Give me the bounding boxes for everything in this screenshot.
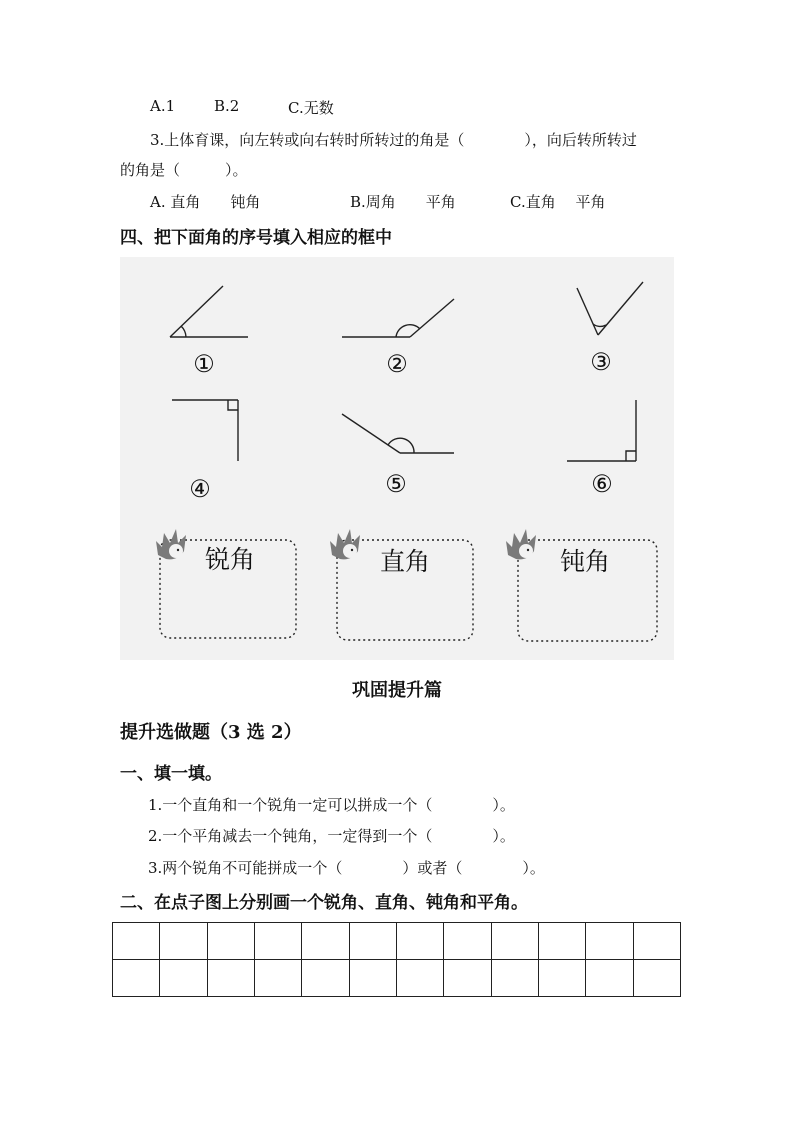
grid-cell xyxy=(586,960,633,997)
grid-cell xyxy=(586,923,633,960)
box-label-acute: 锐角 xyxy=(204,545,256,574)
part-title: 巩固提升篇 xyxy=(352,680,442,701)
angle-4-shape xyxy=(172,400,238,461)
fill-item-1: 1.一个直角和一个锐角一定可以拼成一个（ ）。 xyxy=(148,796,515,814)
grid-row xyxy=(113,960,681,997)
grid-cell xyxy=(160,960,207,997)
grid-cell xyxy=(444,923,491,960)
box-label-right: 直角 xyxy=(379,547,431,576)
q2-option-c: C.无数 xyxy=(288,99,334,117)
q3-option-a: A. 直角 钝角 xyxy=(150,193,261,211)
angle-1-shape xyxy=(170,286,248,337)
grid-cell xyxy=(254,960,301,997)
fill-item-3: 3.两个锐角不可能拼成一个（ ）或者（ ）。 xyxy=(148,859,545,877)
grid-cell xyxy=(302,923,349,960)
hedgehog-icon-1 xyxy=(156,529,186,559)
angle-number-2: ② xyxy=(386,350,408,378)
angle-5-shape xyxy=(342,414,454,453)
angle-number-5: ⑤ xyxy=(385,470,407,498)
angles-svg xyxy=(120,257,674,660)
q3-line2: 的角是（ ）。 xyxy=(120,161,248,179)
dot-grid xyxy=(112,922,681,997)
grid-cell xyxy=(491,923,538,960)
grid-cell xyxy=(538,960,585,997)
draw-title: 二、在点子图上分别画一个锐角、直角、钝角和平角。 xyxy=(120,893,528,913)
grid-cell xyxy=(160,923,207,960)
grid-cell xyxy=(349,960,396,997)
angles-figure xyxy=(120,257,674,660)
grid-cell xyxy=(349,923,396,960)
grid-cell xyxy=(491,960,538,997)
fill-title: 一、填一填。 xyxy=(120,764,222,784)
hedgehog-icon-2 xyxy=(330,529,360,559)
section4-title: 四、把下面角的序号填入相应的框中 xyxy=(120,228,392,248)
q3-option-c: C.直角 平角 xyxy=(510,193,606,211)
grid-cell xyxy=(302,960,349,997)
q3-line1: 3.上体育课，向左转或向右转时所转过的角是（ ），向后转所转过 xyxy=(150,131,637,149)
q2-option-b: B.2 xyxy=(214,97,240,115)
fill-item-2: 2.一个平角减去一个钝角，一定得到一个（ ）。 xyxy=(148,827,515,845)
angle-number-1: ① xyxy=(193,350,215,378)
angle-number-4: ④ xyxy=(189,475,211,503)
grid-cell xyxy=(207,960,254,997)
box-label-obtuse: 钝角 xyxy=(559,547,611,576)
grid-cell xyxy=(207,923,254,960)
angle-3-shape xyxy=(577,282,643,335)
grid-cell xyxy=(396,923,443,960)
grid-cell xyxy=(396,960,443,997)
angle-number-3: ③ xyxy=(590,348,612,376)
angle-6-shape xyxy=(567,400,636,461)
grid-cell xyxy=(633,960,680,997)
grid-row xyxy=(113,923,681,960)
subtitle: 提升选做题（3 选 2） xyxy=(120,722,302,743)
q3-option-b: B.周角 平角 xyxy=(350,193,456,211)
hedgehog-icon-3 xyxy=(506,529,536,559)
q2-option-a: A.1 xyxy=(150,97,176,115)
angle-number-6: ⑥ xyxy=(591,470,613,498)
grid-cell xyxy=(444,960,491,997)
grid-cell xyxy=(633,923,680,960)
grid-cell xyxy=(113,960,160,997)
angle-2-shape xyxy=(342,299,454,337)
grid-cell xyxy=(113,923,160,960)
grid-cell xyxy=(254,923,301,960)
grid-cell xyxy=(538,923,585,960)
